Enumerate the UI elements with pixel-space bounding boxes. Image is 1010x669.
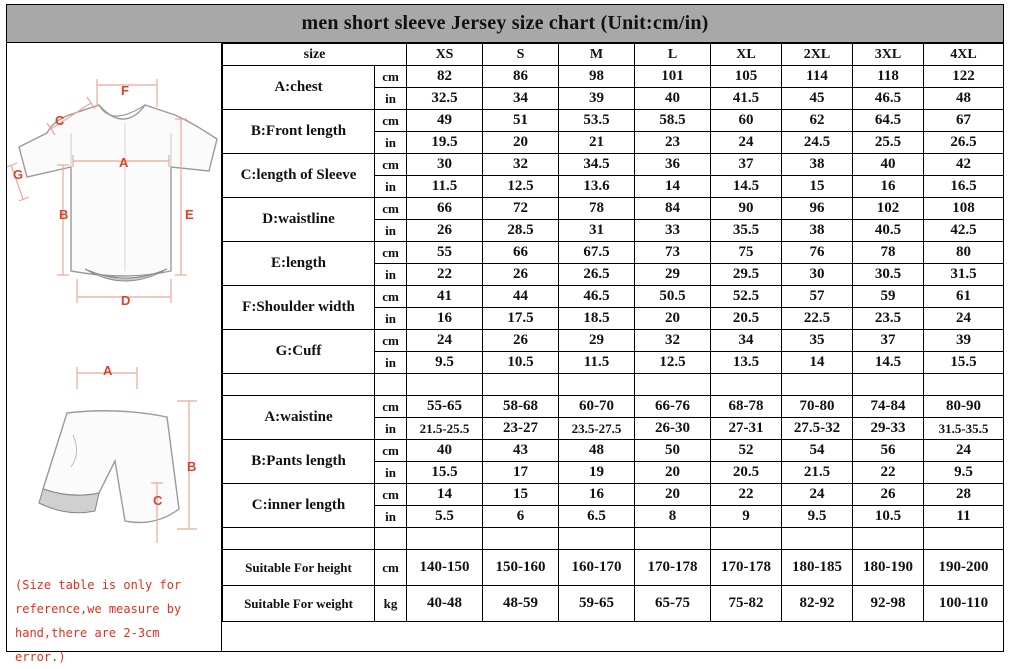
value-cell: 28	[924, 484, 1004, 506]
value-cell: 48	[559, 440, 635, 462]
value-cell: 40	[407, 440, 483, 462]
value-cell: 36	[635, 154, 711, 176]
value-cell: 78	[853, 242, 924, 264]
empty-cell	[483, 374, 559, 396]
value-cell: 105	[711, 66, 782, 88]
value-cell: 15	[782, 176, 853, 198]
value-cell: 60-70	[559, 396, 635, 418]
value-cell: 6.5	[559, 506, 635, 528]
value-cell: 33	[635, 220, 711, 242]
value-cell: 20	[635, 484, 711, 506]
unit-cell: cm	[375, 66, 407, 88]
unit-cell: cm	[375, 242, 407, 264]
value-cell: 29	[559, 330, 635, 352]
value-cell: 170-178	[635, 550, 711, 586]
value-cell: 20	[483, 132, 559, 154]
value-cell: 74-84	[853, 396, 924, 418]
value-cell: 67	[924, 110, 1004, 132]
value-cell: 46.5	[559, 286, 635, 308]
empty-cell	[483, 528, 559, 550]
value-cell: 66-76	[635, 396, 711, 418]
value-cell: 49	[407, 110, 483, 132]
value-cell: 26	[853, 484, 924, 506]
unit-cell: cm	[375, 550, 407, 586]
diagram-label-f: F	[121, 83, 129, 98]
value-cell: 26	[483, 330, 559, 352]
value-cell: 11	[924, 506, 1004, 528]
suitable-row	[223, 550, 1004, 586]
value-cell: 61	[924, 286, 1004, 308]
value-cell: 31	[559, 220, 635, 242]
suitable-label: Suitable For weight	[223, 586, 375, 622]
value-cell: 22	[853, 462, 924, 484]
empty-cell	[223, 374, 375, 396]
value-cell: 53.5	[559, 110, 635, 132]
value-cell: 60	[711, 110, 782, 132]
pants-label-b: B	[187, 459, 197, 474]
value-cell: 108	[924, 198, 1004, 220]
value-cell: 22	[711, 484, 782, 506]
value-cell: 52.5	[711, 286, 782, 308]
value-cell: 59	[853, 286, 924, 308]
empty-cell	[924, 528, 1004, 550]
empty-cell	[924, 374, 1004, 396]
value-cell: 24	[924, 440, 1004, 462]
value-cell: 11.5	[407, 176, 483, 198]
note-line: (Size table is only for	[15, 578, 182, 592]
diagram-label-g: G	[13, 167, 24, 182]
value-cell: 45	[782, 88, 853, 110]
size-header: size	[223, 44, 407, 66]
value-cell: 9.5	[924, 462, 1004, 484]
value-cell: 14	[635, 176, 711, 198]
value-cell: 19	[559, 462, 635, 484]
value-cell: 16	[559, 484, 635, 506]
value-cell: 40.5	[853, 220, 924, 242]
diagram-label-e: E	[185, 207, 194, 222]
table-row	[223, 110, 1004, 132]
value-cell: 20	[635, 462, 711, 484]
chart-title: men short sleeve Jersey size chart (Unit:cm/in)	[7, 5, 1003, 43]
value-cell: 66	[407, 198, 483, 220]
value-cell: 92-98	[853, 586, 924, 622]
size-column-header: 4XL	[924, 44, 1004, 66]
jersey-diagram	[7, 43, 221, 313]
diagram-label-c: C	[55, 113, 65, 128]
empty-cell	[375, 374, 407, 396]
value-cell: 114	[782, 66, 853, 88]
value-cell: 20	[635, 308, 711, 330]
size-note	[15, 573, 215, 669]
note-line: hand,there are 2-3cm error.)	[15, 626, 160, 664]
value-cell: 32.5	[407, 88, 483, 110]
table-row	[223, 242, 1004, 264]
value-cell: 14	[782, 352, 853, 374]
value-cell: 26.5	[924, 132, 1004, 154]
size-column-header: XS	[407, 44, 483, 66]
value-cell: 27-31	[711, 418, 782, 440]
value-cell: 20.5	[711, 308, 782, 330]
value-cell: 9.5	[407, 352, 483, 374]
table-row	[223, 330, 1004, 352]
pants-label-a: A	[103, 363, 113, 378]
table-row	[223, 396, 1004, 418]
table-row	[223, 154, 1004, 176]
value-cell: 10.5	[853, 506, 924, 528]
size-column-header: M	[559, 44, 635, 66]
value-cell: 17	[483, 462, 559, 484]
value-cell: 21	[559, 132, 635, 154]
value-cell: 24.5	[782, 132, 853, 154]
unit-cell: in	[375, 132, 407, 154]
value-cell: 6	[483, 506, 559, 528]
table-row	[223, 66, 1004, 88]
value-cell: 41.5	[711, 88, 782, 110]
value-cell: 67.5	[559, 242, 635, 264]
value-cell: 22.5	[782, 308, 853, 330]
value-cell: 26-30	[635, 418, 711, 440]
value-cell: 26.5	[559, 264, 635, 286]
value-cell: 160-170	[559, 550, 635, 586]
value-cell: 39	[924, 330, 1004, 352]
table-row	[223, 440, 1004, 462]
value-cell: 23.5-27.5	[559, 418, 635, 440]
spacer-row	[223, 374, 1004, 396]
value-cell: 24	[711, 132, 782, 154]
empty-cell	[853, 374, 924, 396]
value-cell: 40	[635, 88, 711, 110]
value-cell: 12.5	[483, 176, 559, 198]
diagram-label-b: B	[59, 207, 69, 222]
unit-cell: in	[375, 264, 407, 286]
empty-cell	[711, 374, 782, 396]
empty-cell	[635, 374, 711, 396]
value-cell: 170-178	[711, 550, 782, 586]
value-cell: 20.5	[711, 462, 782, 484]
value-cell: 27.5-32	[782, 418, 853, 440]
unit-cell: in	[375, 308, 407, 330]
empty-cell	[559, 374, 635, 396]
value-cell: 78	[559, 198, 635, 220]
measure-label: C:inner length	[223, 484, 375, 528]
value-cell: 29-33	[853, 418, 924, 440]
value-cell: 82-92	[782, 586, 853, 622]
value-cell: 42.5	[924, 220, 1004, 242]
empty-cell	[635, 528, 711, 550]
value-cell: 25.5	[853, 132, 924, 154]
value-cell: 68-78	[711, 396, 782, 418]
value-cell: 102	[853, 198, 924, 220]
value-cell: 70-80	[782, 396, 853, 418]
value-cell: 15	[483, 484, 559, 506]
value-cell: 44	[483, 286, 559, 308]
value-cell: 48-59	[483, 586, 559, 622]
header-row	[223, 44, 1004, 66]
value-cell: 37	[711, 154, 782, 176]
unit-cell: cm	[375, 440, 407, 462]
value-cell: 16	[407, 308, 483, 330]
value-cell: 50	[635, 440, 711, 462]
value-cell: 24	[924, 308, 1004, 330]
empty-cell	[407, 528, 483, 550]
table-row	[223, 198, 1004, 220]
value-cell: 55-65	[407, 396, 483, 418]
value-cell: 38	[782, 220, 853, 242]
value-cell: 23.5	[853, 308, 924, 330]
value-cell: 39	[559, 88, 635, 110]
size-table	[222, 43, 1004, 622]
value-cell: 21.5	[782, 462, 853, 484]
measure-label: A:chest	[223, 66, 375, 110]
measure-label: E:length	[223, 242, 375, 286]
value-cell: 75-82	[711, 586, 782, 622]
empty-cell	[711, 528, 782, 550]
value-cell: 48	[924, 88, 1004, 110]
value-cell: 13.6	[559, 176, 635, 198]
value-cell: 19.5	[407, 132, 483, 154]
measure-label: B:Pants length	[223, 440, 375, 484]
value-cell: 13.5	[711, 352, 782, 374]
value-cell: 18.5	[559, 308, 635, 330]
value-cell: 180-185	[782, 550, 853, 586]
value-cell: 10.5	[483, 352, 559, 374]
unit-cell: cm	[375, 110, 407, 132]
empty-cell	[782, 374, 853, 396]
value-cell: 12.5	[635, 352, 711, 374]
measure-label: D:waistline	[223, 198, 375, 242]
value-cell: 16.5	[924, 176, 1004, 198]
unit-cell: in	[375, 176, 407, 198]
value-cell: 80-90	[924, 396, 1004, 418]
measure-label: F:Shoulder width	[223, 286, 375, 330]
size-column-header: L	[635, 44, 711, 66]
size-chart	[6, 4, 1004, 664]
value-cell: 190-200	[924, 550, 1004, 586]
pants-label-c: C	[153, 493, 163, 508]
value-cell: 26	[483, 264, 559, 286]
value-cell: 96	[782, 198, 853, 220]
unit-cell: kg	[375, 586, 407, 622]
value-cell: 75	[711, 242, 782, 264]
value-cell: 51	[483, 110, 559, 132]
diagram-label-a: A	[119, 155, 129, 170]
empty-cell	[375, 528, 407, 550]
value-cell: 82	[407, 66, 483, 88]
value-cell: 118	[853, 66, 924, 88]
value-cell: 40-48	[407, 586, 483, 622]
value-cell: 15.5	[924, 352, 1004, 374]
value-cell: 34.5	[559, 154, 635, 176]
value-cell: 57	[782, 286, 853, 308]
unit-cell: cm	[375, 286, 407, 308]
value-cell: 21.5-25.5	[407, 418, 483, 440]
value-cell: 150-160	[483, 550, 559, 586]
size-column-header: XL	[711, 44, 782, 66]
value-cell: 31.5-35.5	[924, 418, 1004, 440]
value-cell: 58-68	[483, 396, 559, 418]
value-cell: 140-150	[407, 550, 483, 586]
empty-cell	[223, 528, 375, 550]
unit-cell: in	[375, 462, 407, 484]
value-cell: 98	[559, 66, 635, 88]
measure-label: B:Front length	[223, 110, 375, 154]
value-cell: 32	[635, 330, 711, 352]
pants-diagram	[7, 343, 221, 543]
value-cell: 32	[483, 154, 559, 176]
unit-cell: in	[375, 88, 407, 110]
unit-cell: cm	[375, 396, 407, 418]
empty-cell	[407, 374, 483, 396]
unit-cell: in	[375, 220, 407, 242]
value-cell: 28.5	[483, 220, 559, 242]
size-column-header: S	[483, 44, 559, 66]
value-cell: 30.5	[853, 264, 924, 286]
value-cell: 17.5	[483, 308, 559, 330]
measure-label: C:length of Sleeve	[223, 154, 375, 198]
value-cell: 100-110	[924, 586, 1004, 622]
value-cell: 84	[635, 198, 711, 220]
size-column-header: 3XL	[853, 44, 924, 66]
unit-cell: cm	[375, 484, 407, 506]
suitable-label: Suitable For height	[223, 550, 375, 586]
value-cell: 34	[711, 330, 782, 352]
value-cell: 72	[483, 198, 559, 220]
empty-cell	[782, 528, 853, 550]
value-cell: 30	[407, 154, 483, 176]
value-cell: 86	[483, 66, 559, 88]
value-cell: 55	[407, 242, 483, 264]
note-line: reference,we measure by	[15, 602, 182, 616]
unit-cell: cm	[375, 154, 407, 176]
value-cell: 54	[782, 440, 853, 462]
value-cell: 23-27	[483, 418, 559, 440]
suitable-row	[223, 586, 1004, 622]
size-column-header: 2XL	[782, 44, 853, 66]
empty-cell	[853, 528, 924, 550]
empty-cell	[559, 528, 635, 550]
unit-cell: in	[375, 418, 407, 440]
value-cell: 8	[635, 506, 711, 528]
value-cell: 65-75	[635, 586, 711, 622]
value-cell: 73	[635, 242, 711, 264]
diagram-panel	[7, 43, 222, 664]
value-cell: 42	[924, 154, 1004, 176]
value-cell: 15.5	[407, 462, 483, 484]
measure-label: G:Cuff	[223, 330, 375, 374]
unit-cell: in	[375, 506, 407, 528]
value-cell: 35	[782, 330, 853, 352]
value-cell: 52	[711, 440, 782, 462]
value-cell: 23	[635, 132, 711, 154]
unit-cell: cm	[375, 198, 407, 220]
value-cell: 38	[782, 154, 853, 176]
value-cell: 5.5	[407, 506, 483, 528]
value-cell: 64.5	[853, 110, 924, 132]
value-cell: 58.5	[635, 110, 711, 132]
value-cell: 37	[853, 330, 924, 352]
value-cell: 34	[483, 88, 559, 110]
value-cell: 122	[924, 66, 1004, 88]
value-cell: 14	[407, 484, 483, 506]
value-cell: 11.5	[559, 352, 635, 374]
measure-label: A:waistine	[223, 396, 375, 440]
value-cell: 16	[853, 176, 924, 198]
value-cell: 35.5	[711, 220, 782, 242]
value-cell: 24	[407, 330, 483, 352]
spacer-row	[223, 528, 1004, 550]
value-cell: 29.5	[711, 264, 782, 286]
value-cell: 62	[782, 110, 853, 132]
table-row	[223, 286, 1004, 308]
value-cell: 46.5	[853, 88, 924, 110]
value-cell: 59-65	[559, 586, 635, 622]
value-cell: 31.5	[924, 264, 1004, 286]
value-cell: 76	[782, 242, 853, 264]
value-cell: 9.5	[782, 506, 853, 528]
value-cell: 101	[635, 66, 711, 88]
value-cell: 26	[407, 220, 483, 242]
unit-cell: in	[375, 352, 407, 374]
value-cell: 56	[853, 440, 924, 462]
value-cell: 14.5	[711, 176, 782, 198]
value-cell: 41	[407, 286, 483, 308]
value-cell: 9	[711, 506, 782, 528]
value-cell: 24	[782, 484, 853, 506]
value-cell: 30	[782, 264, 853, 286]
value-cell: 66	[483, 242, 559, 264]
value-cell: 29	[635, 264, 711, 286]
value-cell: 22	[407, 264, 483, 286]
value-cell: 43	[483, 440, 559, 462]
unit-cell: cm	[375, 330, 407, 352]
value-cell: 80	[924, 242, 1004, 264]
table-row	[223, 484, 1004, 506]
value-cell: 40	[853, 154, 924, 176]
value-cell: 90	[711, 198, 782, 220]
value-cell: 50.5	[635, 286, 711, 308]
diagram-label-d: D	[121, 293, 131, 308]
value-cell: 14.5	[853, 352, 924, 374]
value-cell: 180-190	[853, 550, 924, 586]
